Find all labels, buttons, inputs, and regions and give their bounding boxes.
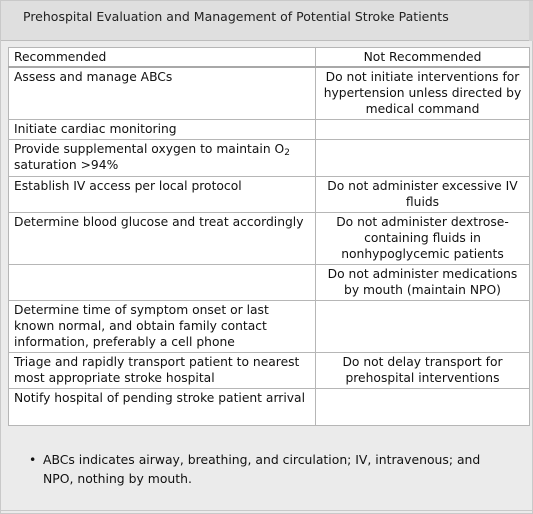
table-row bbox=[9, 67, 530, 120]
table-header-row bbox=[9, 48, 530, 68]
recommended-cell: Assess and manage ABCs bbox=[9, 67, 316, 120]
recommended-cell: Notify hospital of pending stroke patient arrival bbox=[9, 389, 316, 426]
recommended-cell: Determine time of symptom onset or last known normal, and obtain family contact information, preferably a cell phone bbox=[9, 301, 316, 353]
recommended-cell: Determine blood glucose and treat accordingly bbox=[9, 213, 316, 265]
not-recommended-cell: Do not initiate interventions for hypertension unless directed by medical command bbox=[316, 67, 530, 120]
recommended-cell: Establish IV access per local protocol bbox=[9, 177, 316, 213]
table-row bbox=[9, 353, 530, 389]
not-recommended-cell bbox=[316, 389, 530, 426]
recommended-cell: Triage and rapidly transport patient to nearest most appropriate stroke hospital bbox=[9, 353, 316, 389]
not-recommended-cell: Do not administer medications by mouth (maintain NPO) bbox=[316, 265, 530, 301]
stroke-management-table bbox=[8, 47, 530, 426]
recommended-text-continued: saturation >94% bbox=[14, 158, 119, 172]
table-row bbox=[9, 120, 530, 140]
footnote-text: ABCs indicates airway, breathing, and circulation; IV, intravenous; and NPO, nothing by mouth. bbox=[43, 452, 481, 486]
table-row bbox=[9, 177, 530, 213]
table-footnote bbox=[29, 450, 513, 488]
table-caption: Prehospital Evaluation and Management of Potential Stroke Patients bbox=[1, 1, 532, 41]
bullet-icon: • bbox=[29, 452, 37, 467]
not-recommended-cell: Do not delay transport for prehospital interventions bbox=[316, 353, 530, 389]
bottom-divider bbox=[1, 510, 532, 511]
recommended-cell bbox=[9, 265, 316, 301]
not-recommended-cell: Do not administer excessive IV fluids bbox=[316, 177, 530, 213]
header-not-recommended: Not Recommended bbox=[316, 48, 530, 68]
not-recommended-cell: Do not administer dextrose-containing fluids in nonhypoglycemic patients bbox=[316, 213, 530, 265]
not-recommended-cell bbox=[316, 301, 530, 353]
recommended-cell bbox=[9, 140, 316, 177]
not-recommended-cell bbox=[316, 140, 530, 177]
not-recommended-cell bbox=[316, 120, 530, 140]
recommended-cell: Initiate cardiac monitoring bbox=[9, 120, 316, 140]
recommended-text: Provide supplemental oxygen to maintain O bbox=[14, 142, 285, 156]
table-row bbox=[9, 265, 530, 301]
table-row bbox=[9, 389, 530, 426]
table-row bbox=[9, 301, 530, 353]
header-recommended: Recommended bbox=[9, 48, 316, 68]
table-row bbox=[9, 213, 530, 265]
table-row bbox=[9, 140, 530, 177]
caption-edge bbox=[529, 1, 533, 41]
subscript-2: 2 bbox=[284, 148, 290, 158]
